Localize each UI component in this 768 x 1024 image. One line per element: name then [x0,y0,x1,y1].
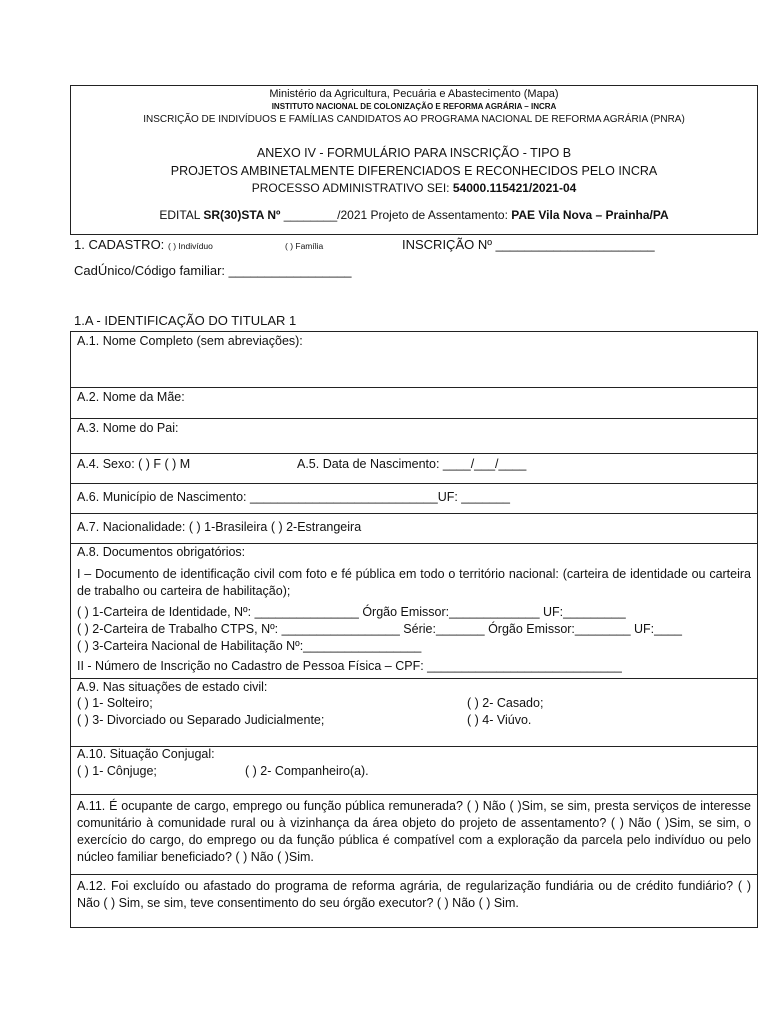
institute-name: INSTITUTO NACIONAL DE COLONIZAÇÃO E REFORMA AGRÁRIA – INCRA [271,102,557,111]
cadastro-individuo-option[interactable]: ( ) Indivíduo [168,241,213,251]
edital-line: EDITAL SR(30)STA Nº ________/2021 Projeto de Assentamento: PAE Vila Nova – Prainha/PA [159,208,669,222]
section-title: 1.A - IDENTIFICAÇÃO DO TITULAR 1 [74,313,297,328]
process-line: PROCESSO ADMINISTRATIVO SEI: 54000.115421/2021-04 [251,181,577,195]
conjugal-partner-option[interactable]: ( ) 2- Companheiro(a). [245,764,369,778]
birth-city-label[interactable]: A.6. Município de Nascimento: ___________________________UF: _______ [77,490,510,504]
doc-ctps-option[interactable]: ( ) 2-Carteira de Trabalho CTPS, Nº: _________________ Série:_______ Órgão Emissor:________ UF:____ [77,622,682,636]
settlement-name: PAE Vila Nova – Prainha/PA [511,208,669,222]
civil-married-option[interactable]: ( ) 2- Casado; [467,696,544,710]
public-office-question[interactable]: A.11. É ocupante de cargo, emprego ou função pública remunerada? ( ) Não ( )Sim, se sim, presta serviços de interesse comunitário à comunidade rural ou à vizinhança da área objeto do projeto de assentamento? ( ) Não ( )Sim, se sim, o exercício do cargo, do emprego ou da função pública é compatível com a exploração da parcela pelo indivíduo ou pelo núcleo familiar beneficiado? ( ) Não ( )Sim. [77,799,751,864]
cadunico-field[interactable]: CadÚnico/Código familiar: _________________ [74,263,352,278]
projects-subtitle: PROJETOS AMBINETALMENTE DIFERENCIADOS E RECONHECIDOS PELO INCRA [170,164,658,178]
sex-label[interactable]: A.4. Sexo: ( ) F ( ) M [77,457,191,471]
field-a2[interactable] [71,388,757,419]
edital-code: SR(30)STA Nº [203,208,281,222]
cadastro-familia-option[interactable]: ( ) Família [285,241,324,251]
program-name: INSCRIÇÃO DE INDIVÍDUOS E FAMÍLIAS CANDIDATOS AO PROGRAMA NACIONAL DE REFORMA AGRÁRIA (PNRA) [143,114,685,125]
documents-title: A.8. Documentos obrigatórios: [77,545,246,559]
program-exclusion-question[interactable]: A.12. Foi excluído ou afastado do programa de reforma agrária, de regularização fundiária ou de crédito fundiário? ( ) Não ( ) Sim, se sim, teve consentimento do seu órgão executor? ( ) Não ( ) Sim. [77,879,751,910]
field-a10[interactable] [71,747,757,795]
field-a8[interactable] [71,544,757,679]
full-name-label: A.1. Nome Completo (sem abreviações): [77,334,303,348]
nationality-label[interactable]: A.7. Nacionalidade: ( ) 1-Brasileira ( ) 2-Estrangeira [77,520,362,534]
doc-identity-option[interactable]: ( ) 1-Carteira de Identidade, Nº: _______________ Órgão Emissor:_____________ UF:_________ [77,605,626,619]
civil-single-option[interactable]: ( ) 1- Solteiro; [77,696,153,710]
field-a9[interactable] [71,679,757,747]
civil-status-title: A.9. Nas situações de estado civil: [77,680,268,694]
process-number: 54000.115421/2021-04 [452,181,577,195]
documents-i-text: I – Documento de identificação civil com foto e fé pública em todo o território nacional: (carteira de identidade ou carteira de trabalho ou carteira de habilitação); [77,567,751,598]
ministry-name: Ministério da Agricultura, Pecuária e Abastecimento (Mapa) [269,88,559,100]
field-a12[interactable] [71,875,757,929]
father-name-label: A.3. Nome do Pai: [77,421,179,435]
field-a1[interactable] [71,332,757,388]
conjugal-spouse-option[interactable]: ( ) 1- Cônjuge; [77,764,157,778]
titular-form [70,331,758,928]
mother-name-label: A.2. Nome da Mãe: [77,390,185,404]
conjugal-title: A.10. Situação Conjugal: [77,747,215,761]
field-a6[interactable] [71,484,757,514]
field-a7[interactable] [71,514,757,544]
cadastro-label: 1. CADASTRO: [74,237,165,252]
field-a4-a5[interactable] [71,454,757,484]
cpf-field[interactable]: II - Número de Inscrição no Cadastro de Pessoa Física – CPF: ____________________________ [77,659,622,673]
form-header [70,85,758,235]
inscricao-field[interactable]: INSCRIÇÃO Nº ______________________ [402,237,655,252]
field-a11[interactable] [71,795,757,875]
field-a3[interactable] [71,419,757,454]
civil-divorced-option[interactable]: ( ) 3- Divorciado ou Separado Judicialmente; [77,713,325,727]
annex-title: ANEXO IV - FORMULÁRIO PARA INSCRIÇÃO - TIPO B [256,146,572,160]
birth-date-label[interactable]: A.5. Data de Nascimento: ____/___/____ [297,457,527,471]
doc-cnh-option[interactable]: ( ) 3-Carteira Nacional de Habilitação Nº:_________________ [77,639,422,653]
civil-widowed-option[interactable]: ( ) 4- Viúvo. [467,713,532,727]
